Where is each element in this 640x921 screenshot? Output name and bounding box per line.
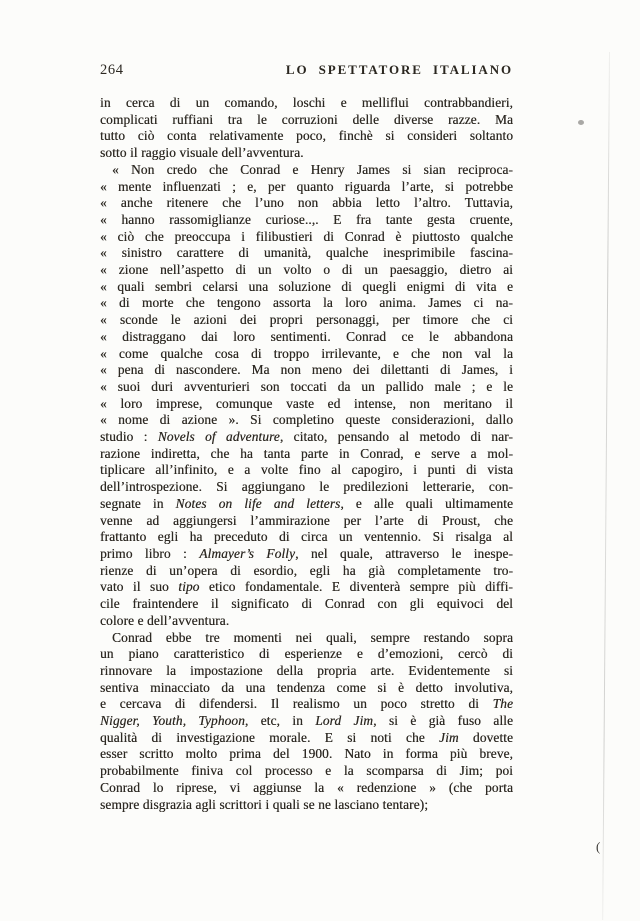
- text-line: [100, 379, 513, 396]
- italic-text-segment: Nigger, Youth, Typhoon: [100, 713, 245, 729]
- text-segment: « sconde le azioni dei propri personaggi, per timore che ci: [100, 312, 513, 328]
- text-segment: , e alle quali ultimamente: [340, 495, 513, 511]
- text-segment: venne ad aggiungersi l’ammirazione per l’arte di Proust, che: [100, 512, 513, 528]
- text-line: [100, 730, 513, 747]
- text-segment: vato il suo: [100, 579, 179, 595]
- page-header: [100, 62, 513, 79]
- text-segment: colore e dell’avventura.: [100, 612, 230, 628]
- text-segment: « loro imprese, comunque vaste ed intense, non meritano il: [100, 395, 513, 411]
- text-segment: « sinistro carattere di umanità, qualche inesprimibile fascina-: [100, 245, 513, 261]
- scan-margin-mark: (: [596, 839, 601, 854]
- italic-text-segment: Almayer’s Folly: [199, 545, 296, 561]
- text-segment: razione indiretta, che ha tanta parte in Conrad, e serve a mol-: [100, 445, 513, 461]
- text-segment: « ciò che preoccupa i filibustieri di Conrad è piuttosto qualche: [100, 228, 513, 244]
- text-line: [100, 696, 513, 713]
- text-segment: complicati ruffiani tra le corruzioni delle diverse razze. Ma: [100, 111, 513, 127]
- text-segment: « come qualche cosa di troppo irrilevante, e che non val la: [100, 345, 513, 361]
- text-segment: , citato, pensando al metodo di nar-: [279, 429, 513, 445]
- text-segment: rienze di un’opera di esordio, egli ha già completamente tro-: [100, 562, 513, 578]
- italic-text-segment: Jim: [439, 729, 459, 745]
- text-line: [100, 362, 513, 379]
- text-line: [100, 412, 513, 429]
- ink-speck-artifact: [578, 120, 584, 125]
- text-segment: tiplicare all’infinito, e a volte fino al capogiro, i punti di vista: [100, 462, 513, 478]
- text-line: [100, 680, 513, 697]
- text-line: [100, 229, 513, 246]
- text-line: [100, 145, 513, 162]
- scan-edge-artifact: [602, 52, 610, 920]
- text-segment: esser scritto molto prima del 1900. Nato in forma più breve,: [100, 746, 513, 762]
- text-line: [100, 95, 513, 112]
- text-segment: dell’introspezione. Si aggiungano le predilezioni letterarie, con-: [100, 479, 513, 495]
- text-segment: in cerca di un comando, loschi e melliflui contrabbandieri,: [100, 95, 513, 110]
- journal-title: LO SPETTATORE ITALIANO: [285, 62, 513, 77]
- text-segment: cile fraintendere il significato di Conrad con gli equivoci del: [100, 596, 513, 612]
- text-line: [100, 546, 513, 563]
- italic-text-segment: Notes on life and letters: [175, 495, 341, 511]
- text-line: [100, 780, 513, 797]
- text-line: [100, 462, 513, 479]
- text-segment: qualità di investigazione morale. E si noti che: [100, 729, 440, 745]
- text-segment: « distraggano dai loro sentimenti. Conrad ce le abbandona: [100, 328, 513, 344]
- text-line: [100, 212, 513, 229]
- text-segment: primo libro :: [100, 545, 200, 561]
- text-segment: Conrad ebbe tre momenti nei quali, sempre restando sopra: [112, 629, 513, 645]
- text-segment: rinnovare la impostazione della propria arte. Evidentemente si: [100, 662, 513, 678]
- text-segment: « quali sembri celarsi una soluzione di quegli enigmi di vita e: [100, 278, 513, 294]
- text-line: [100, 529, 513, 546]
- text-segment: « Non credo che Conrad e Henry James si sian reciproca-: [112, 161, 513, 177]
- text-segment: studio :: [100, 429, 158, 445]
- text-line: [100, 713, 513, 730]
- text-segment: « zione nell’aspetto di un volto o di un paesaggio, dietro ai: [100, 262, 513, 278]
- text-line: [100, 346, 513, 363]
- text-line: [100, 763, 513, 780]
- text-line: [100, 245, 513, 262]
- text-segment: segnate in: [100, 495, 176, 511]
- text-segment: « hanno rassomiglianze curiose..,. E fra tante gesta cruente,: [100, 211, 513, 227]
- page-number: 264: [100, 62, 124, 78]
- text-line: [100, 746, 513, 763]
- italic-text-segment: The: [492, 696, 513, 712]
- text-segment: sotto il raggio visuale dell’avventura.: [100, 145, 304, 161]
- text-segment: e cercava di difendersi. Il realismo un poco stretto di: [100, 696, 493, 712]
- text-segment: dovette: [458, 729, 514, 745]
- text-segment: Conrad lo riprese, vi aggiunse la « redenzione » (che porta: [100, 779, 513, 795]
- text-line: [100, 295, 513, 312]
- text-line: [100, 596, 513, 613]
- text-segment: frattanto egli ha preceduto di circa un ventennio. Si risalga al: [100, 529, 513, 545]
- text-line: [100, 396, 513, 413]
- text-segment: un piano caratteristico di esperienze e d’emozioni, cercò di: [100, 646, 513, 662]
- text-line: [100, 797, 513, 814]
- text-line: [100, 563, 513, 580]
- text-line: [100, 112, 513, 129]
- text-line: [100, 663, 513, 680]
- text-line: [100, 446, 513, 463]
- text-line: [100, 479, 513, 496]
- text-segment: « pena di nascondere. Ma non meno dei dilettanti di James, i: [100, 362, 513, 378]
- text-segment: sentiva minacciato da una tendenza come si è detto involutiva,: [100, 679, 513, 695]
- text-segment: « di morte che tengono assorta la loro anima. James ci na-: [100, 295, 513, 311]
- italic-text-segment: tipo: [178, 579, 200, 595]
- text-line: [100, 312, 513, 329]
- text-segment: « anche ritenere che l’uno non abbia letto l’altro. Tuttavia,: [100, 195, 513, 211]
- text-line: [100, 162, 513, 179]
- text-line: [100, 195, 513, 212]
- text-line: [100, 279, 513, 296]
- text-line: [100, 579, 513, 596]
- text-segment: probabilmente finiva col processo e la scomparsa di Jim; poi: [100, 763, 513, 779]
- text-segment: « nome di azione ». Si completino queste considerazioni, dallo: [100, 412, 513, 428]
- text-segment: , etc, in: [244, 713, 316, 729]
- text-block: [100, 95, 513, 813]
- text-segment: , si è già fuso alle: [373, 713, 513, 729]
- text-segment: « mente influenzati ; e, per quanto riguarda l’arte, si potrebbe: [100, 178, 513, 194]
- text-line: [100, 262, 513, 279]
- italic-text-segment: Novels of adventure: [157, 429, 280, 445]
- text-segment: « suoi duri avventurieri son toccati da un pallido male ; e le: [100, 378, 513, 394]
- text-line: [100, 429, 513, 446]
- text-segment: tutto ciò conta relativamente poco, finchè si consideri soltanto: [100, 128, 513, 144]
- text-line: [100, 646, 513, 663]
- text-line: [100, 496, 513, 513]
- text-line: [100, 513, 513, 530]
- text-segment: sempre disgrazia agli scrittori i quali se ne lasciano tentare);: [100, 796, 429, 812]
- text-line: [100, 329, 513, 346]
- text-line: [100, 630, 513, 647]
- text-line: [100, 179, 513, 196]
- text-line: [100, 128, 513, 145]
- italic-text-segment: Lord Jim: [315, 713, 374, 729]
- text-line: [100, 613, 513, 630]
- text-segment: , nel quale, attraverso le inespe-: [295, 545, 513, 561]
- text-segment: etico fondamentale. E diventerà sempre più diffi-: [199, 579, 513, 595]
